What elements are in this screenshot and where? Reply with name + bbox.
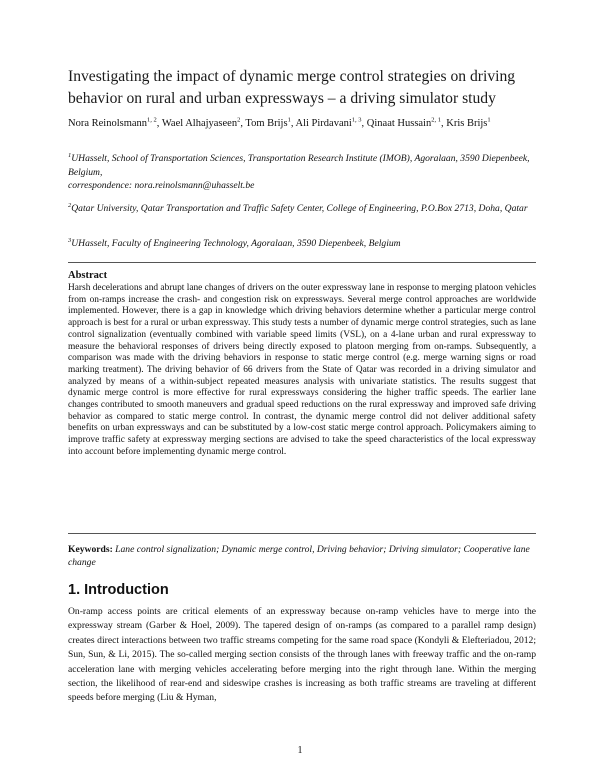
author-affil-sup: 2, 1	[431, 116, 441, 124]
author-affil-sup: 1, 2	[147, 116, 157, 124]
author-name: Ali Pirdavani	[295, 118, 352, 129]
author-name: Kris Brijs	[446, 118, 488, 129]
author-affil-sup: 2	[237, 116, 241, 124]
abstract-body: Harsh decelerations and abrupt lane changes of drivers on the outer expressway lane in response to merging platoon vehicles from on-ramps increase the crash- and congestion risk on expressways. Several merge control approaches are worldwide implemented. However, there is a gap in knowledge which driving behaviors determine whether a particular merge control approach is best for a rural or urban expressway. This study tests a number of dynamic merge control strategies, such as lane control signalization (eventually combined with variable speed limits (VSL), on a 4-lane urban and rural expressway to measure the behavioral responses of drivers being directly exposed to platoon merging from on-ramps. Subsequently, a comparison was made with the driving behaviors in response to static merge control (e.g. merge warning signs or road marking treatment). The driving behavior of 66 drivers from the State of Qatar was recorded in a driving simulator and analyzed by means of a within-subject repeated measures analysis with univariate statistics. The results suggest that dynamic merge control is more effective for rural expressways considering the higher traffic speeds. The earlier lane changes contributed to smooth maneuvers and gradual speed reductions on the rural expressway and improved safe driving behavior as compared to static merge control. In contrast, the dynamic merge control did not deliver additional safety benefits on urban expressways and can be substituted by a low-cost static merge control approach. Policymakers aiming to improve traffic safety at expressway merging sections are advised to take the speed characteristics of the local expressway into account before implementing dynamic merge control.	[68, 283, 536, 457]
paper-title: Investigating the impact of dynamic merge control strategies on driving behavior on rural and urban expressways – a driving simulator study	[68, 68, 516, 107]
author-name: Qinaat Hussain	[366, 118, 432, 129]
divider	[68, 533, 536, 534]
section-body: On-ramp access points are critical elements of an expressway because on-ramp vehicles have to merge into the expressway stream (Garber & Hoel, 2009). The tapered design of on-ramps (as compared to a parallel ramp design) creates direct interactions between two traffic streams competing for the same road space (Kondyli & Elefteriadou, 2012; Sun, Sun, & Li, 2015). The so-called merging section consists of the through lanes with freeway traffic and the on-ramp acceleration lane with merging vehicles accelerating before merging into the right through lane. Within the merging section, the likelihood of rear-end and sideswipe crashes is increasing as both traffic streams are traveling at different speeds before merging (Liu & Hyman,	[68, 606, 536, 704]
author-name: Nora Reinolsmann	[68, 118, 148, 129]
page-number: 1	[297, 745, 303, 756]
keywords-label: Keywords:	[68, 544, 113, 555]
affiliation-3: $^3$UHasselt, Faculty of Engineering Technology, Agoralaan, 3590 Diepenbeek, Belgium	[68, 236, 401, 249]
affiliation-1: $^1$UHasselt, School of Transportation Sciences, Transportation Research Institute (IMOB), Agoralaan, 3590 Diepenbeek, Belgium, correspondence: nora.reinolsmann@uhasselt.be	[68, 151, 530, 191]
divider	[68, 262, 536, 263]
author-affil-sup: 1, 3	[351, 116, 362, 124]
author-affil-sup: 1	[487, 116, 491, 124]
author-list: Nora Reinolsmann$^{1, 2}$, Wael Alhajyaseen$^2$, Tom Brijs$^1$, Ali Pirdavani$^{1, 3}$, Qinaat Hussain$^{2, 1}$, Kris Brijs$^1$	[68, 116, 491, 129]
keywords	[68, 543, 536, 569]
abstract-heading: Abstract	[68, 270, 108, 281]
author-name: Wael Alhajyaseen	[161, 118, 238, 129]
section-heading: 1. Introduction	[68, 582, 169, 598]
keywords-text: Lane control signalization; Dynamic merge control, Driving behavior; Driving simulator; Cooperative lane change	[68, 544, 530, 568]
author-name: Tom Brijs	[245, 118, 288, 129]
author-affil-sup: 1	[287, 116, 291, 124]
affiliation-2: $^2$Qatar University, Qatar Transportation and Traffic Safety Center, College of Engineering, P.O.Box 2713, Doha, Qatar	[68, 201, 528, 214]
correspondence-email[interactable]: correspondence: nora.reinolsmann@uhasselt.be	[68, 180, 255, 191]
